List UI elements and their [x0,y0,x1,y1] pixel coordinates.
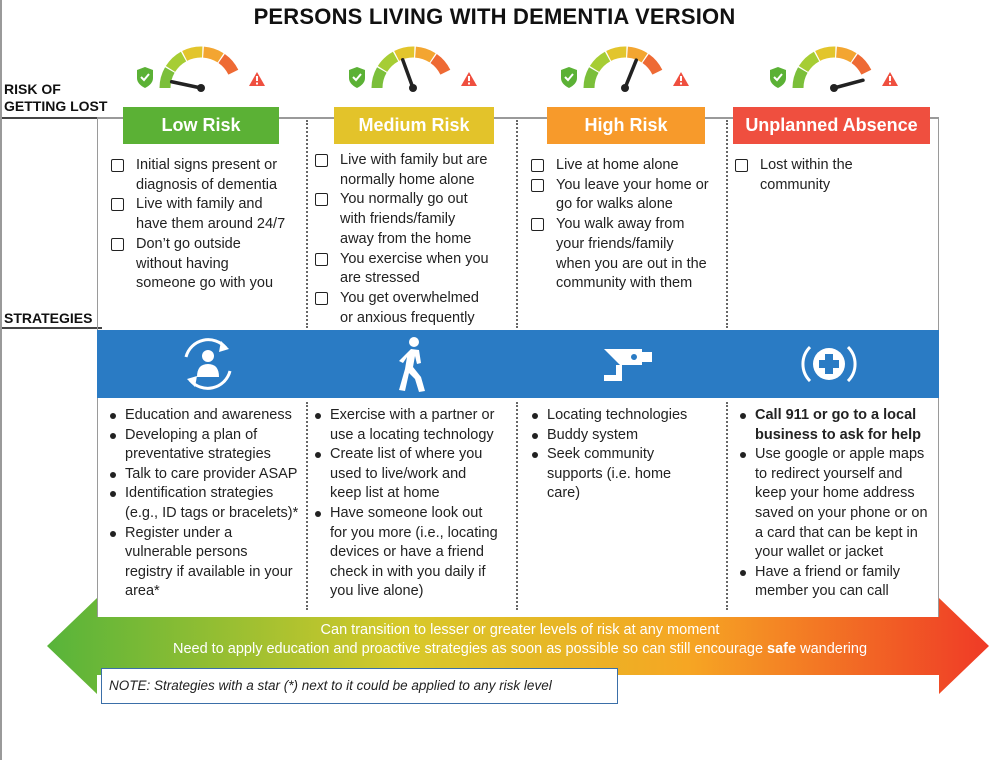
checklist-item-text: someone go with you [136,275,274,292]
checklist-item-text: You exercise when you [340,250,489,267]
strategy-item [108,465,308,485]
strategy-item-text: care) [547,485,581,502]
gauge-segment [798,70,803,88]
page-title: PERSONS LIVING WITH DEMENTIA VERSION [253,4,736,29]
checkbox-icon[interactable] [531,159,544,172]
security-camera-icon [598,333,660,395]
strategy-item-text: to redirect yourself and [755,465,903,482]
checklist-item-text: away from the home [340,230,472,247]
strategy-item-text: used to live/work and [330,465,467,482]
strategy-item-text: use a locating technology [330,426,494,443]
risk-of-getting-lost-label [4,81,107,115]
warning-exclamation-dot [256,83,258,85]
checklist-item-text: You leave your home or [556,176,709,193]
strategy-item-text: preventative strategies [125,446,271,463]
gauge-hub [197,84,205,92]
strategies-high-risk [530,406,726,504]
checklist-item-text: You walk away from [556,216,685,233]
checklist-item-text: normally home alone [340,171,475,188]
gauge-needle [403,60,413,88]
checklist-item-text: You normally go out [340,191,468,208]
strategy-item-text: Seek community [547,446,655,463]
risk-label-line-1: RISK OF [4,81,61,97]
gauge-segment [222,59,234,73]
checklist-item [531,215,726,294]
checkbox-icon[interactable] [735,159,748,172]
gauge-needle [625,60,636,88]
checkbox-icon[interactable] [315,253,328,266]
walking-person-icon [381,333,443,395]
warning-exclamation [256,76,258,81]
column-divider [726,120,728,328]
warning-exclamation [468,76,470,81]
checklist-item [531,156,726,176]
gauge-needle [172,82,201,88]
note-box: NOTE: Strategies with a star (*) next to it could be applied to any risk level [101,668,618,704]
strategies-unplanned-absence [738,406,938,602]
strategy-item [108,406,308,426]
risk-label-line-2: GETTING LOST [4,98,108,114]
checklist-item-text: Live at home alone [556,157,679,173]
checklist-item-text: diagnosis of dementia [136,176,278,193]
arrow-text-line-2-start: Need to apply education and proactive strategies as soon as possible so can still encourage [172,641,768,657]
gauge-segment [609,52,627,56]
checklist-item-text: community [760,176,831,193]
checklist-item-text: go for walks alone [556,196,673,213]
strategy-item-text: devices or have a friend [330,544,484,561]
checkbox-icon[interactable] [531,218,544,231]
gauge-segment [377,70,382,88]
strategy-item-text: Locating technologies [547,407,688,423]
checklist-item-text: Initial signs present or [136,157,278,173]
checkbox-icon[interactable] [315,154,328,167]
level-medium-risk: Medium Risk [334,107,494,144]
checklist-item [111,195,306,234]
warning-exclamation-dot [680,83,682,85]
strategy-item-text: Use google or apple maps [755,446,925,463]
strategy-item-text: Exercise with a partner or [330,407,495,423]
strategy-item-text: Identification strategies [125,485,274,502]
strategy-item-text: Developing a plan of [125,426,258,443]
strategy-item-text: keep your home address [755,485,915,502]
arrow-text-emphasis: safe [767,641,797,657]
checklist-item [735,156,930,195]
checklist-item-text: Live with family and [136,196,263,213]
checkbox-icon[interactable] [111,159,124,172]
checklist-item-text: your friends/family [556,235,674,252]
strategy-item-text: for you more (i.e., locating [330,524,498,541]
cycle-person-icon [177,333,239,395]
column-divider [306,120,308,328]
strategy-item-text: business to ask for help [755,426,921,443]
checklist-item-text: without having [136,255,229,272]
gauge-unplanned-absence [764,36,904,92]
strategies-low-risk [108,406,308,602]
checklist-item [315,289,515,328]
strategy-item [108,484,308,523]
strategy-item [738,406,938,445]
level-low-risk: Low Risk [123,107,279,144]
strategy-item [530,426,726,446]
checklist-item-text: community with them [556,275,693,292]
gauge-segment [589,70,594,88]
strategy-item [530,445,726,504]
strategy-item-text: your wallet or jacket [755,544,884,561]
gauge-segment [165,70,170,88]
arrow-text-line-2 [100,641,940,657]
gauge-high-risk [555,36,695,92]
page-left-border [0,0,2,760]
strategy-item [530,406,726,426]
gauge-segment [397,52,415,56]
strategy-item-text: saved on your phone or on [755,504,928,521]
strategy-item-text: keep list at home [330,485,440,502]
gauge-hub [409,84,417,92]
checklist-item-text: or anxious frequently [340,309,475,326]
strategy-item-text: Talk to care provider ASAP [125,465,298,482]
strategy-item-text: vulnerable persons [125,544,248,561]
checklist-high-risk [531,156,726,294]
warning-exclamation [889,76,891,81]
checkbox-icon[interactable] [531,179,544,192]
level-high-risk: High Risk [547,107,705,144]
strategy-item-text: member you can call [755,583,889,600]
checklist-item-text: with friends/family [340,211,456,228]
gauge-segment [855,59,867,73]
gauge-low-risk [131,36,271,92]
strategy-item-text: (e.g., ID tags or bracelets)* [125,504,299,521]
strategy-item-text: Have someone look out [330,504,483,521]
checkbox-icon[interactable] [315,193,328,206]
warning-exclamation-dot [468,83,470,85]
gauge-hub [830,84,838,92]
medical-cross-icon [798,333,860,395]
strategy-item-text: Buddy system [547,426,639,443]
strategy-item [738,445,938,563]
checklist-item-text: You get overwhelmed [340,289,479,306]
gauge-segment [803,57,816,69]
strategies-label-underline [2,327,102,329]
column-divider [516,402,518,610]
warning-exclamation [680,76,682,81]
checklist-item-text: Don’t go outside [136,235,241,252]
checklist-medium-risk [315,151,515,328]
checklist-item [315,250,515,289]
gauge-segment [382,57,395,69]
warning-exclamation-dot [889,83,891,85]
column-divider [516,120,518,328]
gauge-needle [834,80,863,88]
strategy-item-text: a card that can be kept in [755,524,918,541]
checklist-item-text: Lost within the [760,157,853,173]
checklist-item-text: have them around 24/7 [136,216,286,233]
strategy-item-text: you live alone) [330,583,424,600]
strategy-item [108,426,308,465]
gauge-segment [818,52,836,56]
strategy-item-text: area* [125,583,160,600]
gauge-segment [646,59,658,73]
gauge-segment [628,52,645,58]
gauge-segment [837,52,854,58]
column-divider [726,402,728,610]
checklist-unplanned-absence [735,156,930,195]
checkbox-icon[interactable] [315,292,328,305]
gauge-segment [204,52,221,58]
level-unplanned-absence: Unplanned Absence [733,107,930,144]
gauge-segment [170,57,183,69]
checklist-item [315,151,515,190]
gauge-segment [185,52,203,56]
gauge-hub [621,84,629,92]
strategy-item [108,524,308,602]
checklist-item [111,156,306,195]
checklist-item [531,176,726,215]
strategy-item-text: Create list of where you [330,446,483,463]
arrow-text-line-1: Can transition to lesser or greater levels of risk at any moment [320,622,720,638]
strategy-item-text: Register under a [125,524,233,541]
strategy-item [313,504,516,602]
gauge-medium-risk [343,36,483,92]
strategy-item-text: supports (i.e. home [547,465,672,482]
strategy-item-text: registry if available in your [125,563,293,580]
strategy-item-text: Education and awareness [125,407,292,423]
checkbox-icon[interactable] [111,238,124,251]
checklist-item-text: when you are out in the [556,255,707,272]
strategy-item-text: Have a friend or family [755,563,901,580]
strategy-item-text: check in with you daily if [330,563,486,580]
gauge-segment [594,57,607,69]
checkbox-icon[interactable] [111,198,124,211]
gauge-segment [416,52,433,58]
arrow-text-line-2-end: wandering [796,641,868,657]
strategy-item-text: Call 911 or go to a local [755,407,917,423]
strategy-item [313,445,516,504]
strategies-label: STRATEGIES [4,310,93,326]
checklist-item-text: Live with family but are [340,152,488,168]
checklist-item [315,190,515,249]
checklist-item-text: are stressed [340,270,420,287]
strategies-medium-risk [313,406,516,602]
checklist-low-risk [111,156,306,294]
strategy-item [313,406,516,445]
gauge-segment [434,59,446,73]
checklist-item [111,235,306,294]
